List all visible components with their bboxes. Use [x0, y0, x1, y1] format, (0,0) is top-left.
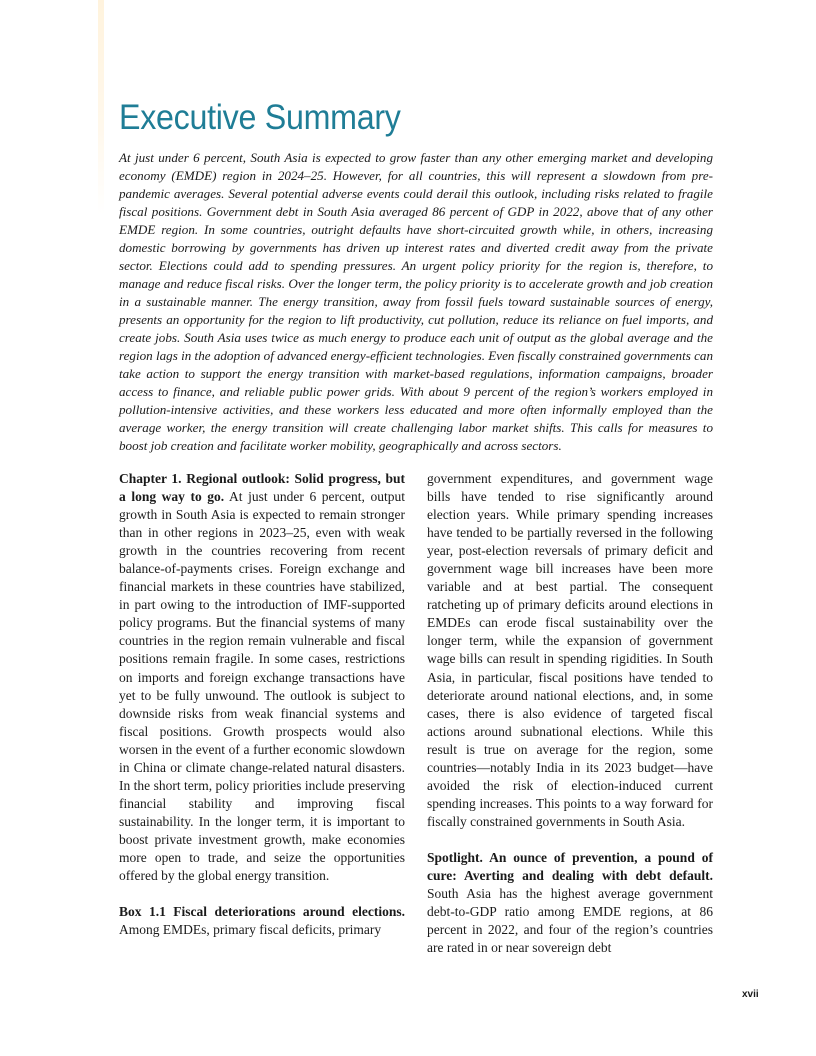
chapter1-body: At just under 6 percent, output growth in South Asia is expected to remain stronger than in other regions in 2023–25, even with weak growth in the countries recovering from recent balance-of-payments crises. Foreign exchange and financial markets in these countries have stabilized, in part owing to the introduction of IMF-supported policy programs. But the financial systems of many countries in the region remain vulnerable and fiscal positions remain fragile. In some cases, restrictions on imports and foreign exchange transactions have yet to be fully unwound. The outlook is subject to downside risks from weak financial systems and fiscal positions. Growth prospects would also worsen in the event of a further economic slowdown in China or climate change-related natural disasters. In the short term, policy priorities include preserving financial stability and improving fiscal sustainability. In the longer term, it is important to boost private investment growth, make economies more open to trade, and seize the opportunities offered by the global energy transition. — [119, 489, 405, 884]
box11-paragraph — [119, 903, 405, 939]
executive-summary-intro: At just under 6 percent, South Asia is expected to grow faster than any other emerging market and developing economy (EMDE) region in 2024–25. However, for all countries, this will represent a slowdown from pre-pandemic averages. Several potential adverse events could derail this outlook, including risks related to fragile fiscal positions. Government debt in South Asia averaged 86 percent of GDP in 2022, above that of any other EMDE region. In some countries, outright defaults have short-circuited growth while, in others, increasing domestic borrowing by governments has driven up interest rates and diverted credit away from the private sector. Elections could add to spending pressures. An urgent policy priority for the region is, therefore, to manage and reduce fiscal risks. Over the longer term, the policy priority is to accelerate growth and job creation in a sustainable manner. The energy transition, away from fossil fuels toward sustainable sources of energy, presents an opportunity for the region to lift productivity, cut pollution, reduce its reliance on fuel imports, and create jobs. South Asia uses twice as much energy to produce each unit of output as the global average and the region lags in the adoption of advanced energy-efficient technologies. Even fiscally constrained governments can take action to support the energy transition with market-based regulations, information campaigns, broader access to finance, and reliable public power grids. With about 9 percent of the region’s workers employed in pollution-intensive activities, and these workers less educated and more often informally employed than the average worker, the energy transition will create challenging labor market shifts. This calls for measures to boost job creation and facilitate worker mobility, geographically and across sectors. — [119, 150, 713, 453]
left-column — [119, 470, 405, 939]
box11-body-continued: government expenditures, and government wage bills have tended to rise significantly around election years. While primary spending increases have tended to be partially reversed in the following year, post-election reversals of primary deficit and government wage bill increases have been more variable and at best partial. The consequent ratcheting up of primary deficits around elections in EMDEs can erode fiscal sustainability over the longer term, while the expansion of government wage bills can result in spending rigidities. In South Asia, in particular, fiscal positions have tended to deteriorate around national elections, and, in some cases, there is also evidence of targeted fiscal actions around subnational elections. While this result is true on average for the region, some countries—notably India in its 2023 budget—have avoided the risk of election-induced current spending increases. This points to a way forward for fiscally constrained governments in South Asia. — [427, 471, 713, 829]
spotlight-paragraph — [427, 849, 713, 957]
box11-body-start: Among EMDEs, primary fiscal deficits, primary — [119, 922, 382, 938]
page-number: xvii — [742, 989, 759, 1000]
spotlight-heading: Spotlight. An ounce of prevention, a pound of cure: Averting and dealing with debt default. — [427, 849, 713, 883]
spotlight-body: South Asia has the highest average government debt-to-GDP ratio among EMDE regions, at 86 percent in 2022, and four of the region’s countries are rated in or near sovereign debt — [427, 886, 713, 956]
box11-continued-paragraph — [427, 470, 713, 831]
page-title: Executive Summary — [119, 98, 401, 137]
decorative-accent-bar — [98, 0, 104, 215]
chapter1-heading: Chapter 1. Regional outlook: Solid progress, but a long way to go. — [119, 471, 405, 505]
chapter1-paragraph — [119, 470, 405, 885]
right-column — [427, 470, 713, 957]
box11-heading: Box 1.1 Fiscal deteriorations around elections. — [119, 904, 405, 920]
